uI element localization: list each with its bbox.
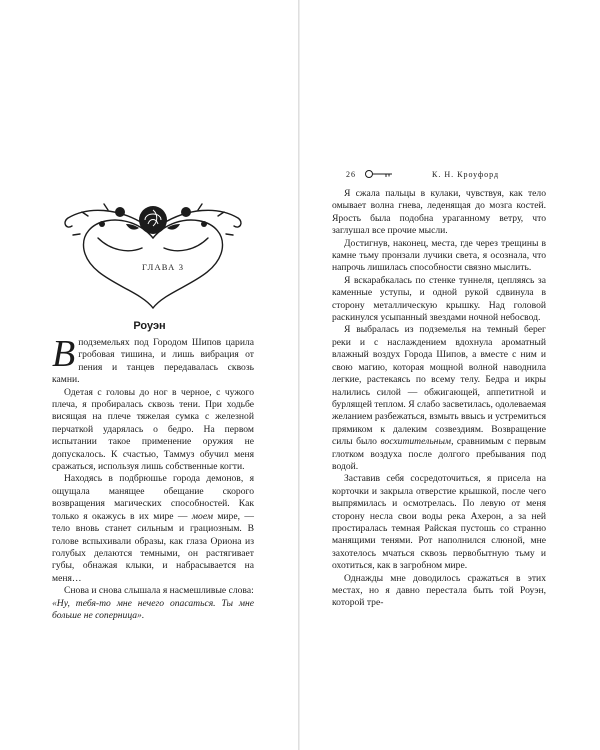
- thorn-right: [198, 204, 233, 235]
- rose-icon: [126, 206, 180, 234]
- paragraph: Заставив себя сосредоточиться, я присела на корточки и закрыла отверстие крышкой, после чего выпрямилась и осмотрелась. По левую от меня сторону несла свои воды река Ахерон, а за ней простиралась темная Райская пустошь со странно манящими тенями. Рот наполнился слюной, мне захотелось мчаться сквозь первобытную тьму и охотиться, как в загробном мире.: [332, 473, 546, 572]
- rose-bud-left-icon: [115, 207, 125, 217]
- rose-heart-ornament: [58, 188, 248, 310]
- rose-bud-right-icon: [181, 207, 191, 217]
- paragraph: Одетая с головы до ног в черное, с чужого плеча, я пробиралась сквозь тени. При ходьбе висящая на плече тяжелая сумка с железной перчаткой ударялась о бедро. На первом испытании такое применение оружия не допускалось. К счастью, Таммуз обучил меня сражаться, используя лишь собственные когти.: [52, 386, 254, 473]
- page-number: 26: [346, 170, 356, 179]
- drop-cap: В: [52, 333, 76, 375]
- chapter-label: ГЛАВА 3: [142, 262, 185, 272]
- paragraph: Снова и снова слышала я насмешливые слова:: [64, 585, 254, 597]
- paragraph: Я выбралась из подземелья на темный берег реки и с наслаждением вдохнула ароматный влажный воздух Города Шипов, а вместе с ним и свою магию, которая мощной волной наводнила легкие, растекаясь по всему телу. Бедра и икры налились силой — обжигающей, аппетитной и бурлящей теплом. Я слабо засветилась, одолеваемая желанием разбежаться, взмыть ввысь и устремиться прямиком к далеким созвездиям. Возвращение силы было восхитительным, сравнимым с первым глотком воздуха после долгого пребывания под водой.: [332, 324, 546, 472]
- left-page-text: [52, 333, 254, 622]
- paragraph: Однажды мне доводилось сражаться в этих местах, но я давно перестала быть той Роуэн, которой тре-: [332, 572, 546, 609]
- author-name: К. Н. Кроуфорд: [432, 170, 500, 179]
- paragraph: Вподземельях под Городом Шипов царила гробовая тишина, и лишь вибрация от пения и танцев передавалась сквозь камни.: [52, 333, 254, 386]
- paragraph: Я вскарабкалась по стенке туннеля, цепляясь за каменные уступы, и одной рукой сдвинула в сторону металлическую крышку. Над головой раскинулся усыпанный звездами ночной небосвод.: [332, 274, 546, 324]
- paragraph: Находясь в подбрюшье города демонов, я ощущала манящее обещание скорого возвращения магических способностей. Как только я окажусь в их мире — моем мире, — тело вновь станет сильным и грациозным. В голове вспыхивали образы, как глаза Ориона из голубых делаются темными, он растягивает губы, обнажая клыки, и набрасывается на меня…: [52, 473, 254, 584]
- key-icon: [364, 169, 394, 179]
- right-page-text: [332, 188, 546, 610]
- quote: «Ну, тебя-то мне нечего опасаться. Ты мне больше не соперница».: [52, 597, 254, 621]
- chapter-title: Роуэн: [133, 320, 166, 332]
- vine-right-inner: [164, 238, 208, 251]
- vine-left-inner: [98, 238, 142, 251]
- paragraph: Я сжала пальцы в кулаки, чувствуя, как тело омывает волна гнева, леденящая до мозга костей. Ярость была подобна ураганному ветру, что заглушал все прочие мысли.: [332, 188, 546, 237]
- thorn-left: [73, 204, 108, 235]
- left-page: [0, 0, 299, 750]
- running-header: [346, 170, 546, 182]
- paragraph: Достигнув, наконец, места, где через трещины в камне тьму пронзали лучики света, я осознала, что напрочь лишилась способности связно мыслить.: [332, 237, 546, 274]
- rose-bud-left-small-icon: [99, 221, 105, 227]
- rose-bud-right-small-icon: [201, 221, 207, 227]
